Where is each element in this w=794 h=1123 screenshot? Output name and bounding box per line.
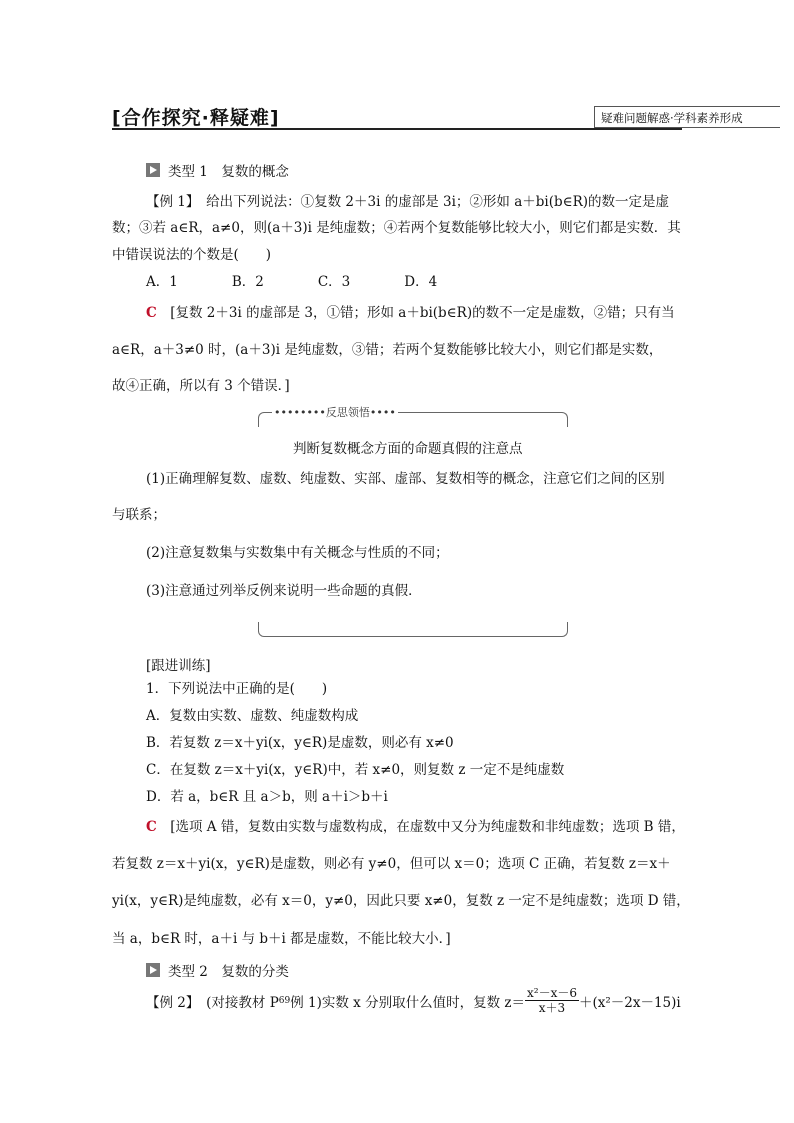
type1-heading-text: 类型 1 复数的概念	[168, 164, 289, 180]
training-solution-text: [选项 A 错，复数由实数与虚数构成，在虚数中又分为纯虚数和非纯虚数；选项 B 错，	[156, 819, 685, 835]
reflection-point2: (2)注意复数集与实数集中有关概念与性质的不同；	[146, 545, 449, 561]
reflection-title: 判断复数概念方面的命题真假的注意点	[293, 441, 523, 457]
fraction-numerator: x²－x－6	[526, 986, 577, 1000]
example1-solution-text: [复数 2＋3i 的虚部是 3，①错；形如 a＋bi(b∈R)的数不一定是虚数，②错；只有当	[156, 305, 675, 321]
example1-solution-line3: 故④正确，所以有 3 个错误．]	[112, 378, 290, 394]
type1-heading	[146, 160, 289, 180]
example2-prefix: 【例 2】 (对接教材 P	[146, 994, 279, 1011]
example1-line3: 中错误说法的个数是( )	[112, 247, 272, 263]
example1-line2: 数；③若 a∈R，a≠0，则(a＋3)i 是纯虚数；④若两个复数能够比较大小，则它们都是实数．其	[112, 220, 681, 236]
section-title: [合作探究·释疑难]	[112, 107, 280, 129]
fraction-denominator: x＋3	[538, 1001, 566, 1015]
training-question: 1．下列说法中正确的是( )	[146, 681, 328, 697]
type2-heading-text: 类型 2 复数的分类	[168, 964, 289, 980]
training-option-d: D．若 a，b∈R 且 a＞b，则 a＋i＞b＋i	[146, 789, 388, 805]
training-solution-line2: 若复数 z＝x＋yi(x，y∈R)是虚数，则必有 y≠0，但可以 x＝0；选项 C 正确，若复数 z＝x＋	[112, 856, 671, 872]
reflection-point1-cont: 与联系；	[112, 507, 166, 523]
training-solution-line3: yi(x，y∈R)是纯虚数，必有 x＝0，y≠0，因此只要 x≠0，复数 z 一定不是纯虚数；选项 D 错，	[112, 893, 690, 909]
example2-page-sub: 69	[278, 995, 291, 1006]
header-rule	[112, 128, 682, 130]
play-triangle-icon	[146, 163, 160, 177]
play-triangle-icon	[146, 963, 160, 977]
example1-line1: 【例 1】 给出下列说法：①复数 2＋3i 的虚部是 3i；②形如 a＋bi(b∈R)的数一定是虚	[146, 194, 670, 210]
training-heading: [跟进训练]	[146, 658, 211, 674]
reflection-point3: (3)注意通过列举反例来说明一些命题的真假．	[146, 583, 422, 599]
reflection-label: ••••••••反思领悟••••	[274, 406, 396, 419]
training-answer: C	[146, 819, 157, 835]
training-solution-line1	[146, 815, 685, 835]
example2-suffix: ＋(x²－2x－15)i	[578, 994, 681, 1011]
section-subtitle-tag: 疑难问题解惑·学科素养形成	[594, 106, 780, 128]
example1-solution-line2: a∈R，a＋3≠0 时，(a＋3)i 是纯虚数，③错；若两个复数能够比较大小，则它们都是实数，	[112, 342, 663, 358]
training-option-c: C．在复数 z＝x＋yi(x，y∈R)中，若 x≠0，则复数 z 一定不是纯虚数	[146, 762, 565, 778]
example1-solution-line1	[146, 301, 675, 321]
reflection-point1: (1)正确理解复数、虚数、纯虚数、实部、虚部、复数相等的概念，注意它们之间的区别	[146, 471, 665, 487]
training-solution-line4: 当 a，b∈R 时，a＋i 与 b＋i 都是虚数，不能比较大小．]	[112, 931, 451, 947]
type2-heading	[146, 960, 289, 980]
example2-mid: 例 1)实数 x 分别取什么值时，复数 z＝	[290, 994, 525, 1011]
example2-line1	[146, 986, 681, 1015]
example1-options: A．1 B．2 C．3 D．4	[146, 274, 438, 290]
training-option-a: A．复数由实数、虚数、纯虚数构成	[146, 708, 359, 724]
example1-answer: C	[146, 305, 157, 321]
training-option-b: B．若复数 z＝x＋yi(x，y∈R)是虚数，则必有 x≠0	[146, 735, 454, 751]
example2-fraction	[525, 986, 579, 1015]
reflection-box-bottom	[258, 622, 568, 637]
